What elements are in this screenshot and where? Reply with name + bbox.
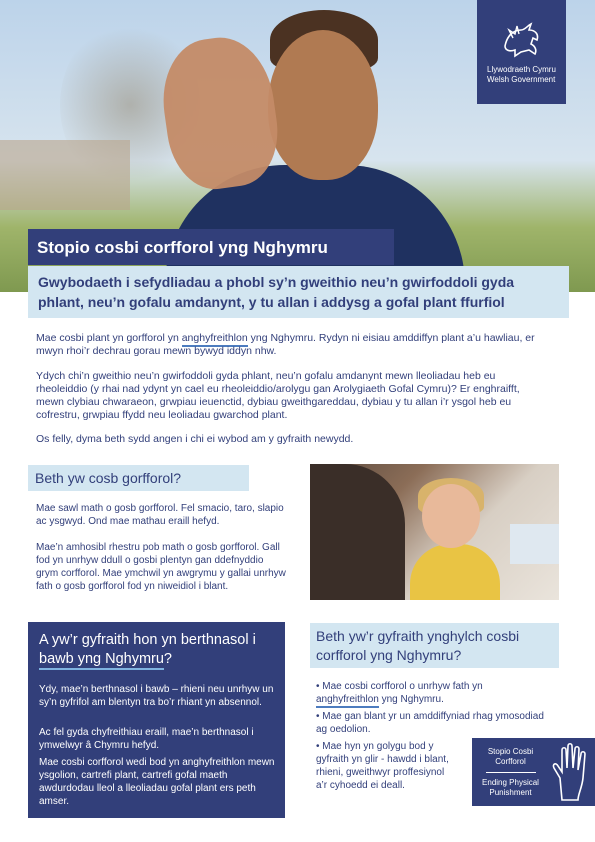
campaign-name-english: Ending Physical Punishment [482, 778, 539, 797]
applies-to-everyone-box [28, 622, 285, 818]
bullet-2: • Mae gan blant yr un amddiffyniad rhag ymosodiad ag oedolion. [316, 711, 544, 735]
anghyfreithlon-link[interactable]: anghyfreithlon [316, 694, 379, 708]
logo-text-english: Welsh Government [487, 75, 556, 84]
intro-text: Mae cosbi plant yn gorfforol yn [36, 332, 182, 344]
section-heading-applies [39, 631, 279, 669]
bullet-1 [316, 680, 546, 706]
welsh-government-logo [477, 0, 566, 104]
logo-text [487, 65, 562, 85]
section2-paragraph-2: Ac fel gyda chyfreithiau eraill, mae’n berthnasol i ymwelwyr â Chymru hefyd. [39, 727, 254, 751]
heading-text: ? [163, 651, 172, 667]
section-heading-text: Beth yw’r gyfraith ynghylch cosbi corfforol yng Nghymru? [316, 628, 520, 663]
section-heading-law [310, 623, 559, 668]
section2-paragraph-3: Mae cosbi corfforol wedi bod yn anghyfreithlon mewn ysgolion, cartrefi plant, cartrefi gofal maeth awdurdodau lleol a lleoliadau gofal plant ers peth amser. [39, 757, 275, 807]
bullet-text: yng Nghymru. [378, 694, 444, 705]
child-face [268, 30, 378, 180]
bullet-text: • Mae cosbi corfforol o unrhyw fath yn [316, 681, 483, 692]
bawb-link[interactable]: bawb yng Nghymru [39, 651, 164, 670]
intro-paragraph-1 [36, 332, 536, 358]
section2-paragraph-1: Ydy, mae’n berthnasol i bawb – rhieni neu unrhyw un sy’n gyfrifol am blentyn tra bo’r rhiant yn absennol. [39, 684, 274, 708]
ending-physical-punishment-logo [472, 738, 595, 806]
background-house [0, 140, 130, 210]
section1-paragraph-2: Mae’n amhosibl rhestru pob math o gosb gorfforol. Gall fod yn unrhyw ddull o gosbi plentyn gan ddefnyddio grym corfforol. Mae ymchwil yn awgrymu y gallai unrhyw fath o gosb gorfforol fod yn niweidiol i blant. [36, 542, 286, 592]
background-table [510, 524, 559, 564]
page-title: Stopio cosbi corfforol yng Nghymru [37, 238, 328, 257]
child-dress [410, 544, 500, 600]
heading-text: A yw’r gyfraith hon yn berthnasol i [39, 632, 256, 648]
intro-paragraph-2: Ydych chi’n gweithio neu’n gwirfoddoli gyda phlant, neu’n gofalu amdanynt mewn lleoliadau heb eu rheoleiddio (y rhai nad ydynt yn cael eu rheoleiddio/arolygu gan Arolygiaeth Gofal Cymru)? Er enghraifft, mewn clybiau chwaraeon, grwpiau ieuenctid, dybiau gweithgareddau, dybiau y tu allan i’r ysgol heb eu cofrestru, grwpiau ffydd neu leoliadau gwarchod plant. [36, 370, 520, 421]
section1-paragraph-1: Mae sawl math o gosb gorfforol. Fel smacio, taro, slapio ac ysgwyd. Ond mae mathau eraill hefyd. [36, 503, 284, 527]
intro-text: yng Nghymru. Rydyn ni eisiau amddiffyn plant a’u hawliau, er mwyn rhoi’r dechrau gorau mewn bywyd iddyn nhw. [36, 332, 535, 357]
title-band [28, 229, 394, 265]
hand-icon [548, 742, 590, 802]
intro-paragraph-3: Os felly, dyma beth sydd angen i chi ei wybod am y gyfraith newydd. [36, 433, 354, 445]
anghyfreithlon-link[interactable]: anghyfreithlon [182, 332, 248, 347]
section-heading-what-is [28, 465, 249, 491]
divider [486, 772, 536, 773]
child-face [422, 484, 480, 548]
dragon-icon [499, 16, 543, 60]
bullet-3: • Mae hyn yn golygu bod y gyfraith yn glir - hawdd i blant, rhieni, gweithwyr proffesiynol a’r cyhoedd ei deall. [316, 741, 449, 791]
adult-figure [310, 464, 405, 600]
campaign-name-welsh: Stopio Cosbi Corfforol [487, 747, 534, 766]
subtitle-band [28, 266, 569, 318]
father-daughter-photo [310, 464, 559, 600]
logo-text-welsh: Llywodraeth Cymru [487, 65, 556, 74]
page-subtitle: Gwybodaeth i sefydliadau a phobl sy’n gweithio neu’n gwirfoddoli gyda phlant, neu’n gofalu amdanynt, y tu allan i addysg a gofal plant ffurfiol [38, 274, 515, 310]
section-heading-text: Beth yw cosb gorfforol? [35, 470, 182, 486]
